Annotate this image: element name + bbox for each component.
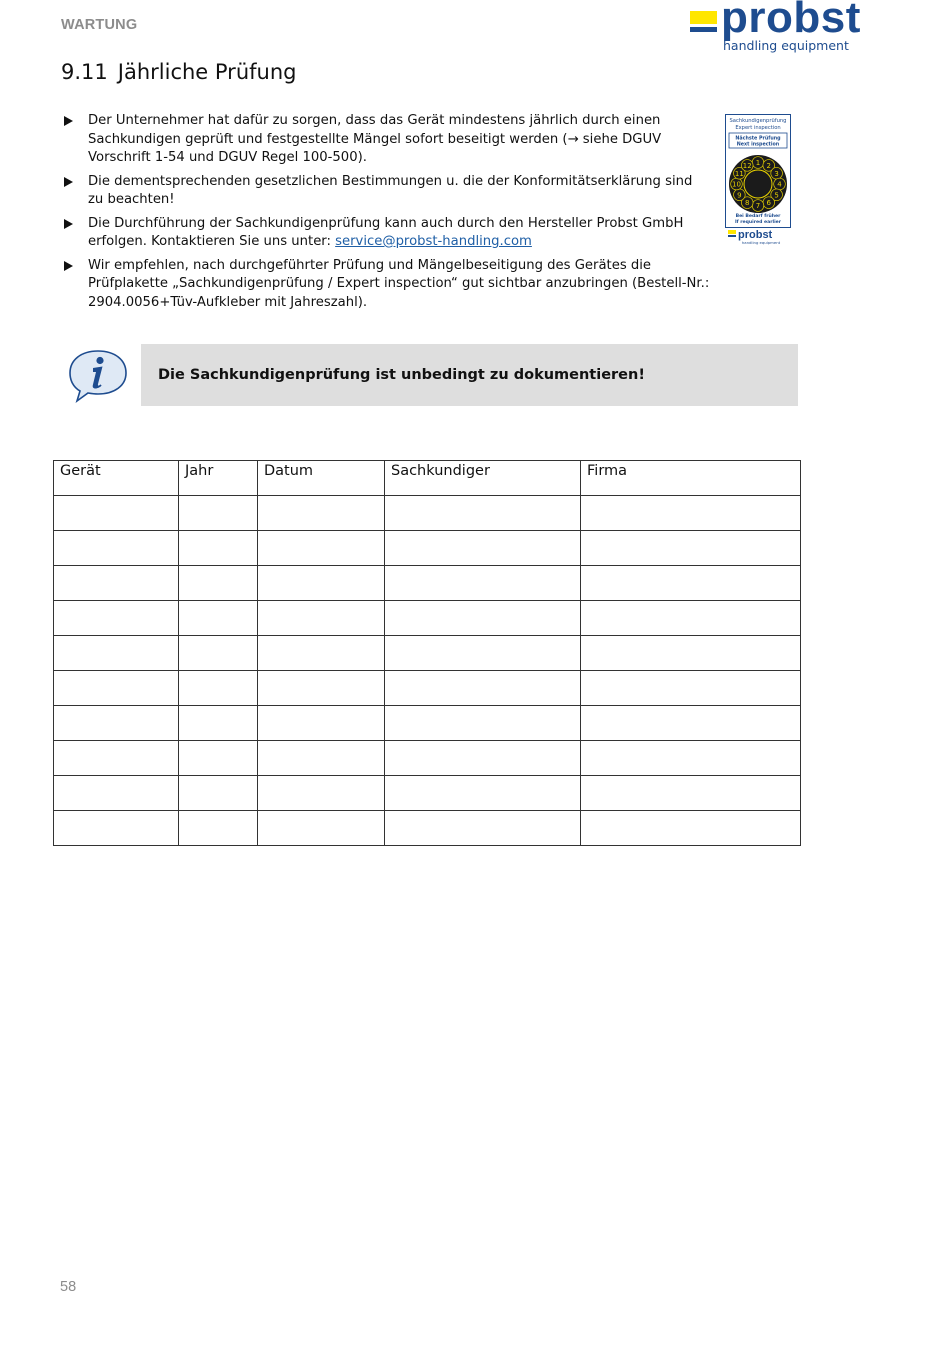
table-cell[interactable]: [385, 811, 581, 846]
sticker-month-label: 1: [755, 159, 761, 168]
bullet-triangle-icon: [64, 219, 73, 229]
sticker-footer1: Bei Bedarf früher: [735, 214, 781, 219]
table-cell[interactable]: [581, 776, 801, 811]
table-row: [54, 531, 801, 566]
table-cell[interactable]: [54, 706, 179, 741]
table-cell[interactable]: [54, 811, 179, 846]
table-cell[interactable]: [258, 566, 385, 601]
sticker-month-label: 4: [777, 180, 782, 189]
table-row: [54, 741, 801, 776]
table-cell[interactable]: [385, 741, 581, 776]
table-cell[interactable]: [54, 601, 179, 636]
bullet-triangle-icon: [64, 261, 73, 271]
table-cell[interactable]: [179, 496, 258, 531]
table-cell[interactable]: [179, 811, 258, 846]
table-cell[interactable]: [385, 671, 581, 706]
info-icon: [67, 348, 129, 404]
inspection-sticker-image: [725, 114, 791, 246]
table-cell[interactable]: [179, 671, 258, 706]
table-cell[interactable]: [258, 636, 385, 671]
table-cell[interactable]: [581, 601, 801, 636]
column-header-datum: Datum: [258, 461, 385, 496]
sticker-month-label: 2: [766, 161, 771, 170]
table-row: [54, 671, 801, 706]
logo-tagline: handling equipment: [723, 38, 849, 53]
sticker-line2: Expert inspection: [735, 125, 781, 131]
logo-wordmark: probst: [721, 0, 861, 42]
table-cell[interactable]: [179, 566, 258, 601]
column-header-sachkundiger: Sachkundiger: [385, 461, 581, 496]
sticker-month-label: 3: [774, 169, 779, 178]
note-callout: [141, 344, 798, 406]
section-title: Jährliche Prüfung: [117, 60, 297, 84]
table-cell[interactable]: [54, 741, 179, 776]
table-cell[interactable]: [385, 636, 581, 671]
sticker-brand-sub: handling equipment: [741, 240, 781, 245]
table-cell[interactable]: [54, 776, 179, 811]
list-item: Der Unternehmer hat dafür zu sorgen, dass das Gerät mindestens jährlich durch einen Sachkundigen geprüft und festgestellte Mängel sofort beseitigt werden (→ siehe DGUV Vorschrift 1-54 und DGUV Regel 100-500).: [61, 112, 711, 168]
column-header-geraet: Gerät: [54, 461, 179, 496]
table-cell[interactable]: [179, 636, 258, 671]
table-cell[interactable]: [385, 601, 581, 636]
table-row: [54, 601, 801, 636]
table-cell[interactable]: [581, 741, 801, 776]
table-cell[interactable]: [54, 531, 179, 566]
table-cell[interactable]: [258, 811, 385, 846]
table-cell[interactable]: [258, 601, 385, 636]
table-cell[interactable]: [54, 496, 179, 531]
service-email-link[interactable]: service@probst-handling.com: [335, 234, 532, 249]
table-cell[interactable]: [385, 531, 581, 566]
table-cell[interactable]: [179, 531, 258, 566]
sticker-month-label: 11: [734, 169, 744, 178]
section-heading: [61, 60, 296, 84]
table-row: [54, 636, 801, 671]
sticker-line3: Nächste Prüfung: [735, 136, 781, 142]
table-cell[interactable]: [258, 741, 385, 776]
table-cell[interactable]: [179, 601, 258, 636]
table-row: [54, 566, 801, 601]
sticker-line1: Sachkundigenprüfung: [729, 118, 787, 124]
sticker-month-label: 6: [766, 199, 771, 208]
bullet-triangle-icon: [64, 116, 73, 126]
table-cell[interactable]: [581, 671, 801, 706]
list-item: Wir empfehlen, nach durchgeführter Prüfung und Mängelbeseitigung des Gerätes die Prüfplakette „Sachkundigenprüfung / Expert inspection“ gut sichtbar anzubringen (Bestell-Nr.: 2904.0056+Tüv-Aufkleber mit Jahreszahl).: [61, 257, 711, 313]
sticker-month-label: 10: [732, 180, 741, 189]
table-cell[interactable]: [385, 776, 581, 811]
table-row: [54, 811, 801, 846]
table-cell[interactable]: [581, 636, 801, 671]
table-cell[interactable]: [54, 636, 179, 671]
table-cell[interactable]: [385, 706, 581, 741]
table-cell[interactable]: [54, 566, 179, 601]
column-header-jahr: Jahr: [179, 461, 258, 496]
list-item: Die dementsprechenden gesetzlichen Bestimmungen u. die der Konformitätserklärung sind zu beachten!: [61, 173, 711, 210]
table-cell[interactable]: [258, 531, 385, 566]
table-cell[interactable]: [581, 706, 801, 741]
note-text: Die Sachkundigenprüfung ist unbedingt zu dokumentieren!: [158, 367, 645, 383]
table-cell[interactable]: [54, 671, 179, 706]
instruction-list: [61, 112, 711, 317]
logo-mark-icon: [690, 11, 717, 32]
sticker-month-label: 9: [737, 191, 742, 200]
running-header: WARTUNG: [61, 17, 138, 33]
page-number: 58: [60, 1279, 77, 1295]
sticker-month-label: 12: [742, 161, 752, 170]
table-row: [54, 776, 801, 811]
table-cell[interactable]: [385, 566, 581, 601]
sticker-month-label: 5: [774, 191, 779, 200]
sticker-brand: probst: [738, 229, 773, 241]
table-cell[interactable]: [179, 741, 258, 776]
table-cell[interactable]: [581, 566, 801, 601]
inspection-log-table: [53, 460, 801, 846]
table-cell[interactable]: [179, 776, 258, 811]
column-header-firma: Firma: [581, 461, 801, 496]
probst-logo: [688, 2, 883, 58]
sticker-line4: Next inspection: [736, 142, 780, 148]
table-cell[interactable]: [258, 671, 385, 706]
sticker-month-label: 7: [755, 202, 761, 211]
sticker-footer2: If required earlier: [734, 220, 782, 225]
section-number: 9.11: [61, 60, 108, 84]
table-cell[interactable]: [258, 776, 385, 811]
table-row: [54, 496, 801, 531]
table-cell[interactable]: [581, 496, 801, 531]
list-item: Die Durchführung der Sachkundigenprüfung kann auch durch den Hersteller Probst GmbH erfolgen. Kontaktieren Sie uns unter: service@probst-handling.com: [61, 215, 711, 252]
table-row: [54, 706, 801, 741]
table-cell[interactable]: [581, 531, 801, 566]
bullet-triangle-icon: [64, 177, 73, 187]
table-header-row: [54, 461, 801, 496]
table-cell[interactable]: [581, 811, 801, 846]
table-cell[interactable]: [179, 706, 258, 741]
table-cell[interactable]: [258, 706, 385, 741]
sticker-month-label: 8: [745, 199, 750, 208]
table-cell[interactable]: [385, 496, 581, 531]
table-cell[interactable]: [258, 496, 385, 531]
